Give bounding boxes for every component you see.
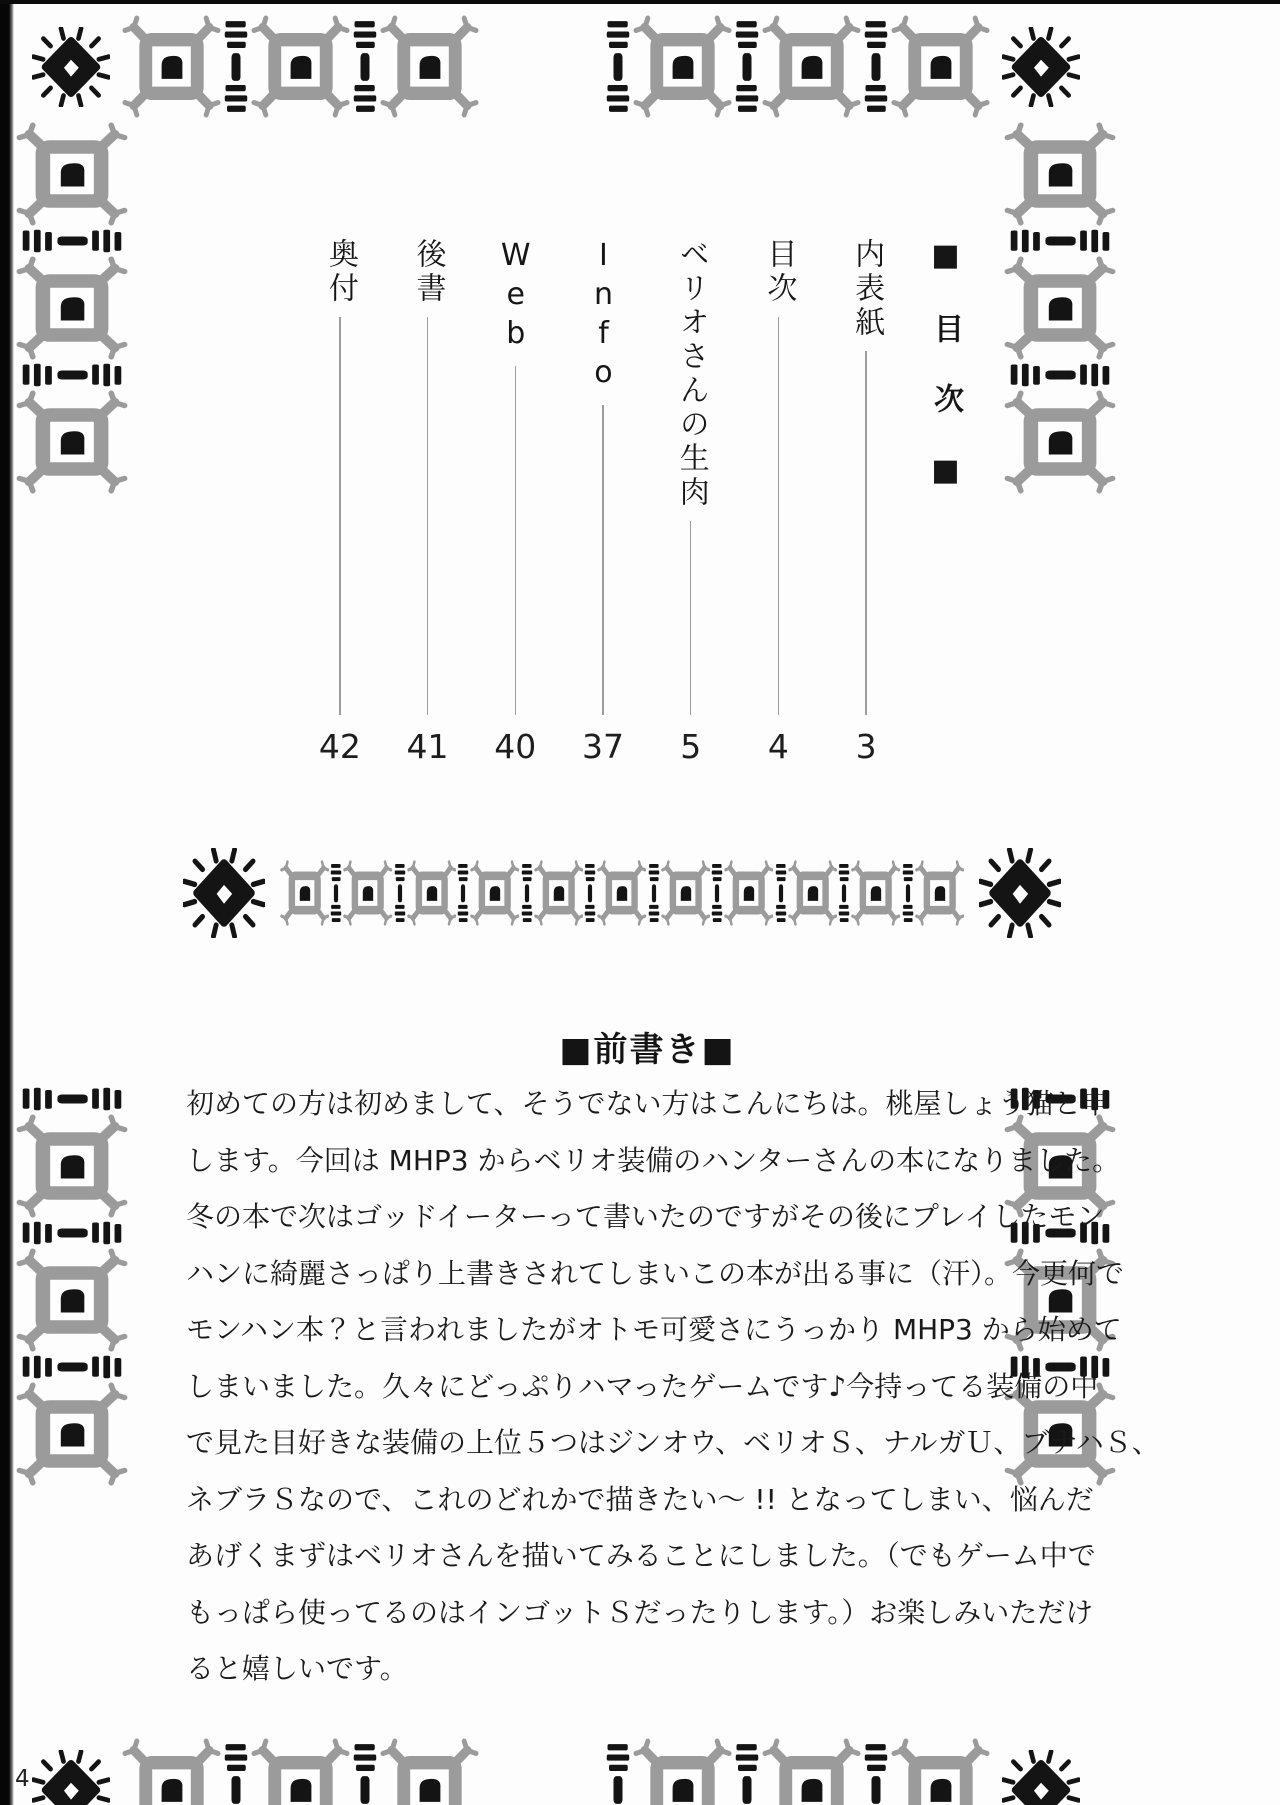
- toc-item: [296, 238, 384, 766]
- toc-item-label: 内表紙: [849, 238, 885, 340]
- toc-item-label: Web: [498, 238, 534, 355]
- border-run: [603, 1738, 990, 1805]
- tribal-bars-motif: [710, 860, 724, 926]
- tribal-square-lizard-motif: [534, 860, 583, 926]
- scan-top-edge: [0, 0, 1280, 4]
- tribal-bars-motif: [861, 15, 891, 118]
- tribal-square-lizard-motif: [633, 1738, 732, 1805]
- toc-item: [559, 238, 647, 766]
- tribal-diamond-sun-icon: [32, 1750, 110, 1805]
- toc-item-label: ベリオさんの生肉: [673, 238, 709, 510]
- tribal-bars-motif: [393, 860, 407, 926]
- left-border-bottom: [16, 1084, 128, 1486]
- tribal-bars-motif: [901, 860, 915, 926]
- toc-heading-column: [910, 238, 980, 766]
- tribal-bars-motif: [837, 860, 851, 926]
- toc-item-page: 3: [855, 727, 877, 766]
- page-number: 4: [15, 1766, 30, 1792]
- tribal-square-lizard-motif: [915, 860, 964, 926]
- scan-gutter-shadow: [0, 0, 14, 1805]
- toc-item-label: 奥付: [322, 238, 358, 306]
- toc-item-page: 37: [581, 727, 624, 766]
- toc-item: [735, 238, 823, 766]
- tribal-diamond-sun-icon: [32, 27, 110, 107]
- tribal-bars-motif: [861, 1738, 891, 1805]
- tribal-bars-motif: [16, 1352, 128, 1382]
- toc-item: [384, 238, 472, 766]
- tribal-square-lizard-motif: [661, 860, 710, 926]
- border-run: [122, 1738, 479, 1805]
- tribal-bars-motif: [16, 1218, 128, 1248]
- toc-item-page: 5: [680, 727, 702, 766]
- tribal-bars-motif: [732, 15, 762, 118]
- top-border: [20, 15, 1092, 118]
- toc-item: [471, 238, 559, 766]
- toc-heading: ■ 目 次 ■: [928, 238, 963, 493]
- tribal-bars-motif: [603, 15, 633, 118]
- tribal-bars-motif: [1004, 226, 1116, 256]
- tribal-square-lizard-motif: [597, 860, 646, 926]
- toc-leader-line: [602, 405, 604, 715]
- tribal-square-lizard-motif: [16, 256, 128, 360]
- tribal-diamond-sun-icon: [1002, 1750, 1080, 1805]
- tribal-square-lizard-motif: [891, 1738, 990, 1805]
- tribal-diamond-sun-icon: [183, 848, 265, 938]
- tribal-square-lizard-motif: [380, 15, 479, 118]
- toc-item: [647, 238, 735, 766]
- tribal-bars-motif: [732, 1738, 762, 1805]
- toc-leader-line: [690, 521, 692, 715]
- divider-run: [280, 860, 964, 926]
- tribal-bars-motif: [350, 15, 380, 118]
- preface-line: します。今回は MHP3 からベリオ装備のハンターさんの本になりました。: [186, 1143, 1121, 1177]
- toc-item-label: Info: [585, 238, 621, 394]
- toc-item-page: 40: [494, 727, 537, 766]
- preface-line: しまいました。久々にどっぷりハマったゲームです♪今持ってる装備の中: [186, 1369, 1099, 1403]
- tribal-square-lizard-motif: [122, 1738, 221, 1805]
- tribal-bars-motif: [456, 860, 470, 926]
- left-border-top: [16, 122, 128, 494]
- preface-line: もっぱら使ってるのはインゴットＳだったりします。）お楽しみいただけ: [186, 1595, 1094, 1629]
- tribal-square-lizard-motif: [380, 1738, 479, 1805]
- tribal-square-lizard-motif: [16, 1382, 128, 1486]
- tribal-square-lizard-motif: [762, 1738, 861, 1805]
- tribal-square-lizard-motif: [16, 1114, 128, 1218]
- tribal-square-lizard-motif: [724, 860, 773, 926]
- tribal-bars-motif: [221, 1738, 251, 1805]
- tribal-square-lizard-motif: [851, 860, 900, 926]
- preface-line: 初めての方は初めまして、そうでない方はこんにちは。桃屋しょう猫と申: [186, 1087, 1110, 1120]
- border-run: [603, 15, 990, 118]
- preface-line: ると嬉しいです。: [186, 1652, 408, 1685]
- tribal-diamond-sun-icon: [979, 848, 1061, 938]
- preface-heading: ■前書き■: [559, 1030, 736, 1070]
- preface-line: ハンに綺麗さっぱり上書きされてしまいこの本が出る事に（汗）。今更何で: [186, 1256, 1125, 1290]
- tribal-square-lizard-motif: [470, 860, 519, 926]
- tribal-square-lizard-motif: [762, 15, 861, 118]
- tribal-square-lizard-motif: [1004, 122, 1116, 226]
- toc-leader-line: [339, 317, 341, 715]
- tribal-square-lizard-motif: [891, 15, 990, 118]
- tribal-square-lizard-motif: [343, 860, 392, 926]
- tribal-bars-motif: [603, 1738, 633, 1805]
- toc-item-page: 4: [767, 727, 789, 766]
- toc-leader-line: [515, 366, 517, 715]
- preface-line: あげくまずはベリオさんを描いてみることにしました。（でもゲーム中で: [186, 1539, 1096, 1572]
- tribal-diamond-sun-icon: [1002, 27, 1080, 107]
- tribal-bars-motif: [16, 1084, 128, 1114]
- toc-list: [296, 238, 910, 766]
- toc-item-label: 後書: [410, 238, 446, 306]
- tribal-square-lizard-motif: [280, 860, 329, 926]
- tribal-square-lizard-motif: [16, 122, 128, 226]
- tribal-square-lizard-motif: [633, 15, 732, 118]
- right-border-top: [1004, 122, 1116, 494]
- tribal-square-lizard-motif: [122, 15, 221, 118]
- bottom-border: [20, 1738, 1092, 1805]
- tribal-square-lizard-motif: [788, 860, 837, 926]
- border-run: [122, 15, 479, 118]
- toc-item-page: 41: [406, 727, 449, 766]
- tribal-square-lizard-motif: [16, 390, 128, 494]
- toc-leader-line: [778, 317, 780, 715]
- preface-body: [186, 1076, 1160, 1698]
- toc-leader-line: [865, 351, 867, 715]
- toc-item-page: 42: [318, 727, 361, 766]
- tribal-square-lizard-motif: [1004, 256, 1116, 360]
- preface-line: モンハン本？と言われましたがオトモ可愛さにうっかり MHP3 から始めて: [186, 1313, 1122, 1346]
- preface-line: ネブラＳなので、これのどれかで描きたい～ !! となってしまい、悩んだ: [186, 1482, 1094, 1516]
- tribal-square-lizard-motif: [407, 860, 456, 926]
- tribal-bars-motif: [221, 15, 251, 118]
- preface-line: で見た目好きな装備の上位５つはジンオウ、ベリオＳ、ナルガＵ、ブナハＳ、: [186, 1426, 1160, 1459]
- tribal-bars-motif: [16, 360, 128, 390]
- tribal-square-lizard-motif: [1004, 390, 1116, 494]
- tribal-bars-motif: [520, 860, 534, 926]
- toc-leader-line: [427, 317, 429, 715]
- tribal-bars-motif: [329, 860, 343, 926]
- preface-line: 冬の本で次はゴッドイーターって書いたのですがその後にプレイしたモン: [186, 1200, 1105, 1233]
- tribal-bars-motif: [1004, 360, 1116, 390]
- tribal-bars-motif: [647, 860, 661, 926]
- tribal-bars-motif: [350, 1738, 380, 1805]
- tribal-bars-motif: [583, 860, 597, 926]
- table-of-contents: [296, 238, 980, 766]
- tribal-square-lizard-motif: [251, 15, 350, 118]
- section-divider: [183, 846, 1061, 940]
- tribal-bars-motif: [16, 226, 128, 256]
- tribal-bars-motif: [774, 860, 788, 926]
- tribal-square-lizard-motif: [16, 1248, 128, 1352]
- toc-item: [822, 238, 910, 766]
- tribal-square-lizard-motif: [251, 1738, 350, 1805]
- toc-item-label: 目次: [761, 238, 797, 306]
